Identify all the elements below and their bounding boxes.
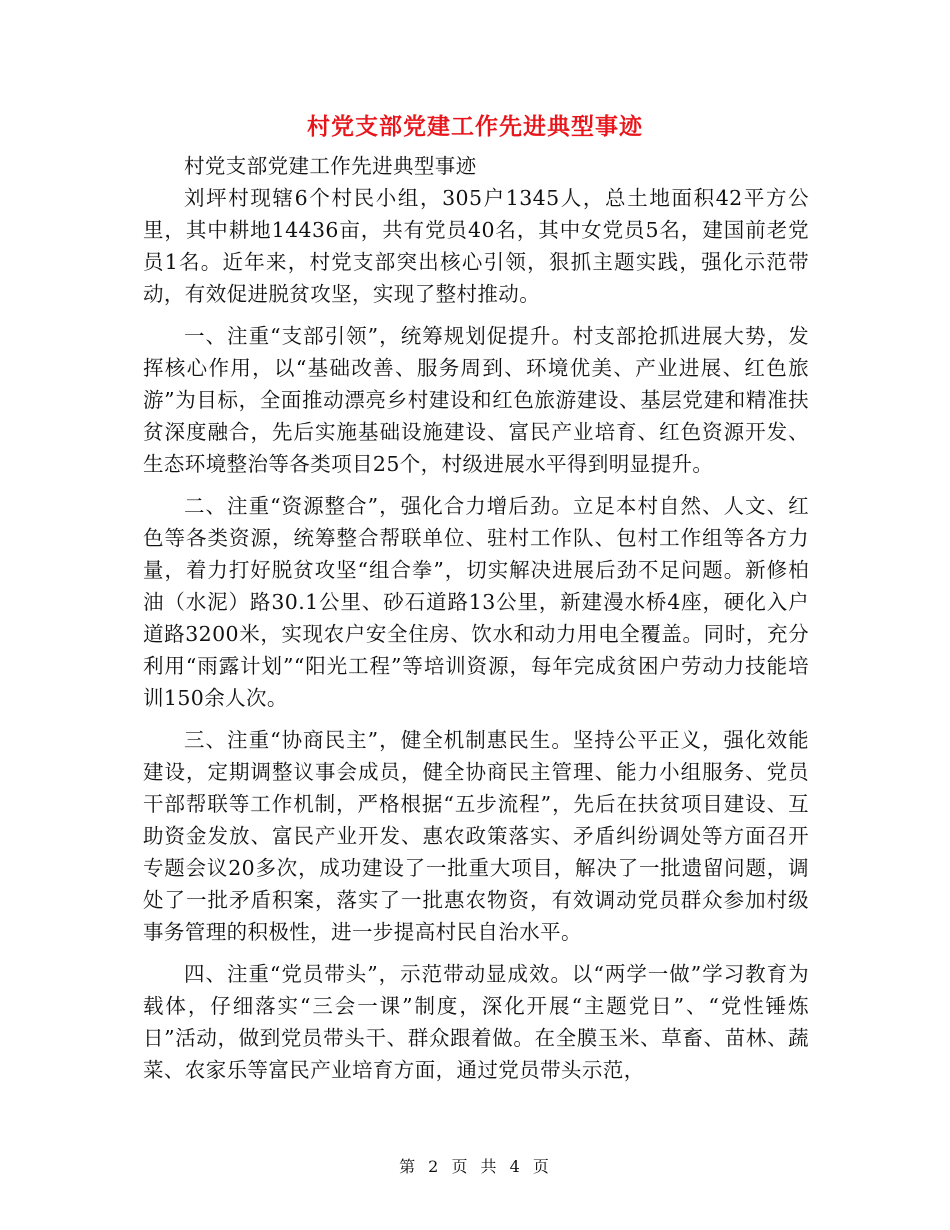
document-body <box>143 150 809 1086</box>
body-paragraph: 村党支部党建工作先进典型事迹 <box>184 154 477 178</box>
body-paragraph: 二、注重“资源整合”，强化合力增后劲。立足本村自然、人文、红色等各类资源，统筹整合帮联单位、驻村工作队、包村工作组等各方力量，着力打好脱贫攻坚“组合拳”，切实解决进展后劲不足问题。新修柏油（水泥）路30.1公里、砂石道路13公里，新建漫水桥4座，硬化入户道路3200米，实现农户安全住房、饮水和动力用电全覆盖。同时，充分利用“雨露计划”“阳光工程”等培训资源，每年完成贫困户劳动力技能培训150余人次。 <box>143 494 809 710</box>
page-number-footer: 第 2 页 共 4 页 <box>399 1157 551 1176</box>
body-paragraph: 四、注重“党员带头”，示范带动显成效。以“两学一做”学习教育为载体，仔细落实“三会一课”制度，深化开展“主题党日”、“党性锤炼日”活动，做到党员带头干、群众跟着做。在全膜玉米、草畜、苗林、蔬菜、农家乐等富民产业培育方面，通过党员带头示范， <box>143 962 809 1082</box>
body-paragraph: 刘坪村现辖6个村民小组，305户1345人，总土地面积42平方公里，其中耕地14436亩，共有党员40名，其中女党员5名，建国前老党员1名。近年来，村党支部突出核心引领，狠抓主题实践，强化示范带动，有效促进脱贫攻坚，实现了整村推动。 <box>143 186 809 306</box>
body-paragraph: 三、注重“协商民主”，健全机制惠民生。坚持公平正义，强化效能建设，定期调整议事会成员，健全协商民主管理、能力小组服务、党员干部帮联等工作机制，严格根据“五步流程”，先后在扶贫项目建设、互助资金发放、富民产业开发、惠农政策落实、矛盾纠纷调处等方面召开专题会议20多次，成功建设了一批重大项目，解决了一批遗留问题，调处了一批矛盾积案，落实了一批惠农物资，有效调动党员群众参加村级事务管理的积极性，进一步提高村民自治水平。 <box>143 728 809 944</box>
document-title: 村党支部党建工作先进典型事迹 <box>307 113 643 140</box>
body-paragraph: 一、注重“支部引领”，统筹规划促提升。村支部抢抓进展大势，发挥核心作用，以“基础改善、服务周到、环境优美、产业进展、红色旅游”为目标，全面推动漂亮乡村建设和红色旅游建设、基层党建和精准扶贫深度融合，先后实施基础设施建设、富民产业培育、红色资源开发、生态环境整治等各类项目25个，村级进展水平得到明显提升。 <box>143 324 809 476</box>
